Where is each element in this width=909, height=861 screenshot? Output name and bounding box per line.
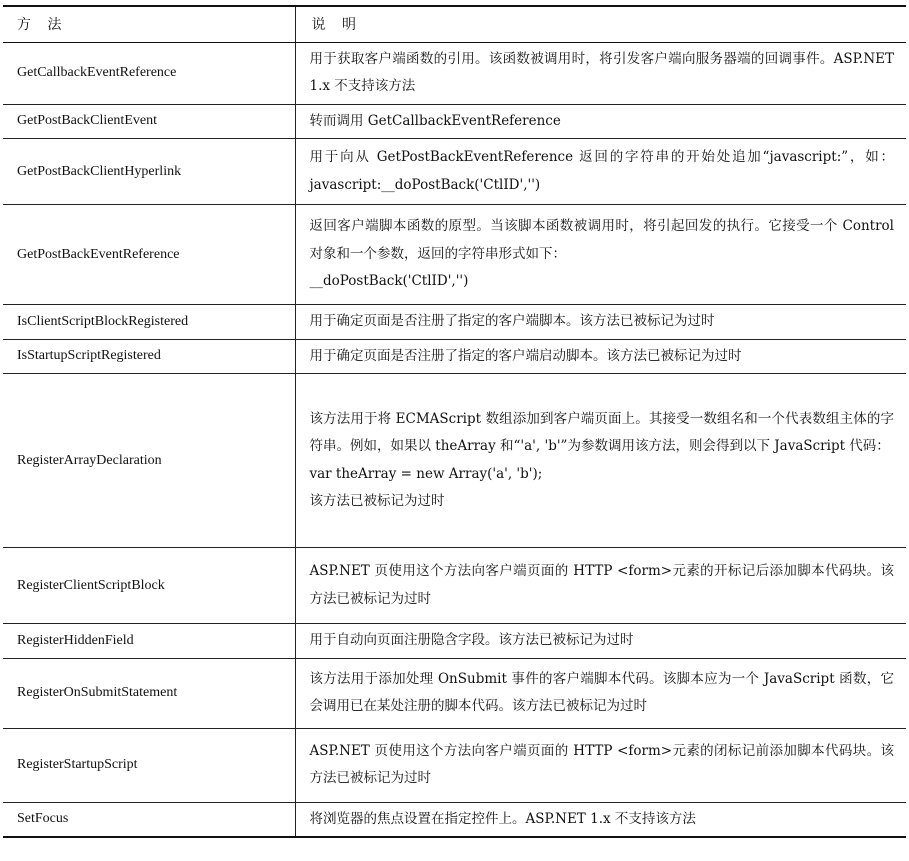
table-row xyxy=(3,104,906,139)
method-cell: SetFocus xyxy=(3,802,295,837)
description-text: 用于确定页面是否注册了指定的客户端启动脚本。该方法已被标记为过时 xyxy=(309,347,742,364)
table-row xyxy=(3,42,906,104)
table-row xyxy=(3,139,906,205)
description-cell xyxy=(295,658,906,728)
header-method: 方 法 xyxy=(3,6,295,42)
description-text: 用于自动向页面注册隐含字段。该方法已被标记为过时 xyxy=(309,632,634,648)
table-row xyxy=(3,624,906,659)
description-cell xyxy=(295,548,906,624)
table-row xyxy=(3,658,906,728)
description-text: 用于获取客户端函数的引用。该函数被调用时，将引发客户端向服务器端的回调事件。ASP.NET 1.x 不支持该方法 xyxy=(309,50,894,94)
method-cell: RegisterHiddenField xyxy=(3,624,295,659)
description-cell xyxy=(295,728,906,802)
table-row xyxy=(3,728,906,802)
description-cell xyxy=(295,802,906,837)
table-row xyxy=(3,802,906,837)
methods-table xyxy=(3,5,906,838)
description-text: 将浏览器的焦点设置在指定控件上。ASP.NET 1.x 不支持该方法 xyxy=(309,810,696,827)
header-description: 说 明 xyxy=(295,6,906,42)
description-cell xyxy=(295,104,906,139)
description-cell xyxy=(295,305,906,340)
method-cell: RegisterArrayDeclaration xyxy=(3,374,295,548)
method-cell: GetPostBackEventReference xyxy=(3,205,295,305)
method-cell: GetPostBackClientHyperlink xyxy=(3,139,295,205)
table-header-row xyxy=(3,6,906,42)
table-row xyxy=(3,374,906,548)
description-note: 该方法已被标记为过时 xyxy=(309,493,445,509)
description-text: 返回客户端脚本函数的原型。当该脚本函数被调用时，将引起回发的执行。它接受一个 Control 对象和一个参数，返回的字符串形式如下： xyxy=(309,218,894,262)
method-cell: RegisterClientScriptBlock xyxy=(3,548,295,624)
description-cell xyxy=(295,374,906,548)
method-cell: GetPostBackClientEvent xyxy=(3,104,295,139)
description-text: 该方法用于添加处理 OnSubmit 事件的客户端脚本代码。该脚本应为一个 JavaScript 函数，它会调用已在某处注册的脚本代码。该方法已被标记为过时 xyxy=(309,670,894,714)
description-cell xyxy=(295,624,906,659)
table-row xyxy=(3,305,906,340)
description-text: 转而调用 GetCallbackEventReference xyxy=(309,112,561,129)
description-cell xyxy=(295,139,906,205)
description-text: 用于向从 GetPostBackEventReference 返回的字符串的开始处追加“javascript:”，如：javascript:__doPostBack('CtlID','') xyxy=(309,149,894,193)
description-code: var theArray = new Array('a', 'b'); xyxy=(309,465,543,482)
description-text: 该方法用于将 ECMAScript 数组添加到客户端页面上。其接受一数组名和一个代表数组主体的字符串。例如，如果以 theArray 和“'a', 'b'”为参数调用该方法，则会得到以下 JavaScript 代码： xyxy=(309,410,894,454)
description-text: ASP.NET 页使用这个方法向客户端页面的 HTTP <form>元素的闭标记前添加脚本代码块。该方法已被标记为过时 xyxy=(309,742,894,786)
table-row xyxy=(3,339,906,374)
description-text: 用于确定页面是否注册了指定的客户端脚本。该方法已被标记为过时 xyxy=(309,313,715,329)
description-text: ASP.NET 页使用这个方法向客户端页面的 HTTP <form>元素的开标记后添加脚本代码块。该方法已被标记为过时 xyxy=(309,563,894,607)
table-row xyxy=(3,205,906,305)
method-cell: RegisterOnSubmitStatement xyxy=(3,658,295,728)
description-cell xyxy=(295,205,906,305)
description-cell xyxy=(295,339,906,374)
method-cell: GetCallbackEventReference xyxy=(3,42,295,104)
description-code: __doPostBack('CtlID','') xyxy=(309,273,469,290)
method-cell: IsStartupScriptRegistered xyxy=(3,339,295,374)
table-row xyxy=(3,548,906,624)
description-cell xyxy=(295,42,906,104)
method-cell: IsClientScriptBlockRegistered xyxy=(3,305,295,340)
method-cell: RegisterStartupScript xyxy=(3,728,295,802)
